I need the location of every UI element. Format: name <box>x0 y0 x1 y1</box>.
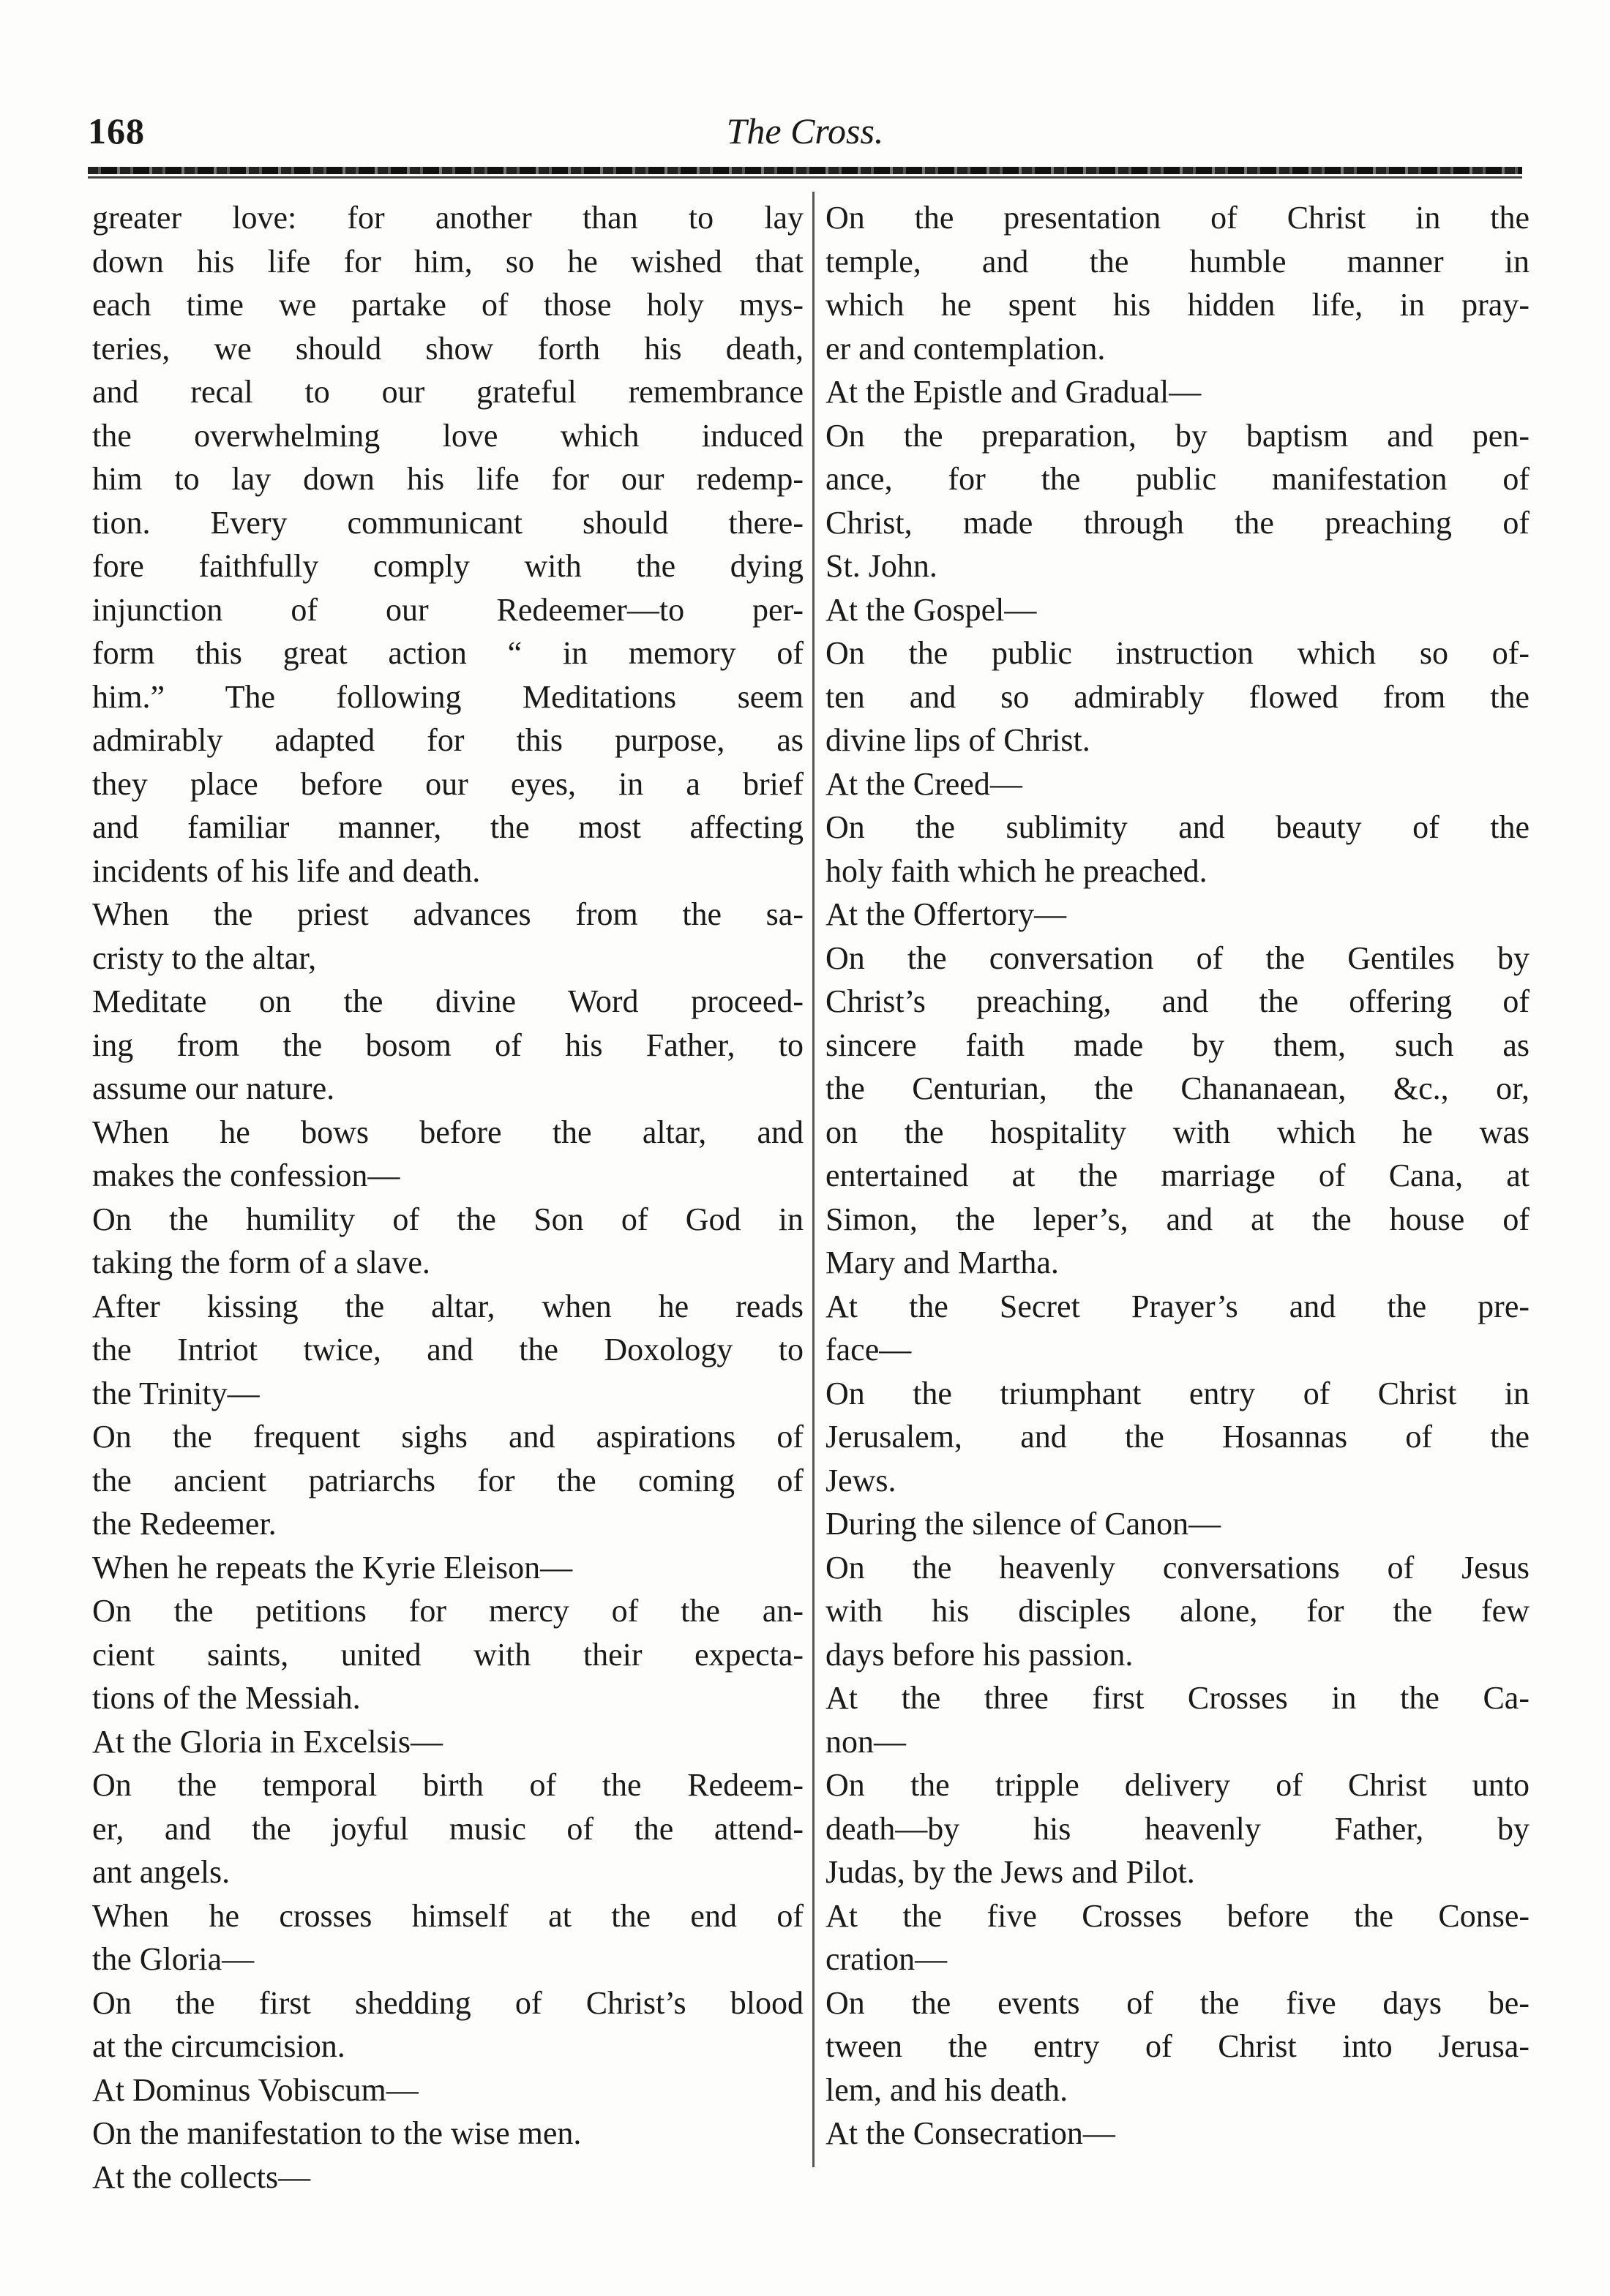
text-line: On the first shedding of Christ’s blood <box>92 1984 804 2021</box>
text-line: On the events of the five days be- <box>825 1984 1530 2021</box>
header-rule-thin <box>88 176 1522 179</box>
text-line: On the frequent sighs and aspirations of <box>92 1419 804 1455</box>
text-line: After kissing the altar, when he reads <box>92 1288 804 1324</box>
text-line: At the three first Crosses in the Ca- <box>825 1680 1530 1716</box>
text-line: face— <box>825 1332 912 1368</box>
text-line: On the temporal birth of the Redeem- <box>92 1767 804 1803</box>
text-line: him to lay down his life for our redemp- <box>92 461 804 497</box>
text-line: tion. Every communicant should there- <box>92 504 804 541</box>
text-line: form this great action “ in memory of <box>92 635 804 671</box>
text-line: the Redeemer. <box>92 1506 277 1542</box>
text-line: the Gloria— <box>92 1941 255 1977</box>
text-line: ance, for the public manifestation of <box>825 461 1530 497</box>
text-line: the overwhelming love which induced <box>92 417 804 454</box>
text-line: the Trinity— <box>92 1375 260 1411</box>
text-line: On the petitions for mercy of the an- <box>92 1593 804 1629</box>
text-line: him.” The following Meditations seem <box>92 678 804 715</box>
text-line: At the Offertory— <box>825 896 1067 932</box>
text-line: lem, and his death. <box>825 2071 1068 2108</box>
text-line: incidents of his life and death. <box>92 852 481 889</box>
text-line: er and contemplation. <box>825 330 1106 367</box>
text-line: Mary and Martha. <box>825 1245 1059 1280</box>
text-line: death—by his heavenly Father, by <box>825 1810 1530 1847</box>
text-line: which he spent his hidden life, in pray- <box>825 287 1530 323</box>
text-line: On the sublimity and beauty of the <box>825 809 1530 845</box>
text-line: tween the entry of Christ into Jerusa- <box>825 2028 1530 2064</box>
text-line: Christ’s preaching, and the offering of <box>825 983 1530 1019</box>
text-line: makes the confession— <box>92 1158 400 1193</box>
text-line: divine lips of Christ. <box>825 722 1090 758</box>
text-line: non— <box>825 1723 906 1760</box>
text-line: ant angels. <box>92 1854 231 1890</box>
header-rule <box>88 167 1522 174</box>
text-line: down his life for him, so he wished that <box>92 243 804 280</box>
text-line: When he crosses himself at the end of <box>92 1897 804 1934</box>
text-line: with his disciples alone, for the few <box>825 1593 1530 1629</box>
text-line: and familiar manner, the most affecting <box>92 809 804 845</box>
text-line: ten and so admirably flowed from the <box>825 678 1530 715</box>
text-line: days before his passion. <box>825 1636 1134 1673</box>
page-header <box>88 110 1522 161</box>
text-line: the ancient patriarchs for the coming of <box>92 1462 804 1498</box>
text-line: Simon, the leper’s, and at the house of <box>825 1201 1530 1237</box>
text-line: At the Secret Prayer’s and the pre- <box>825 1288 1530 1324</box>
text-line: cristy to the altar, <box>92 939 317 976</box>
text-line: they place before our eyes, in a brief <box>92 765 804 802</box>
text-line: temple, and the humble manner in <box>825 243 1530 280</box>
text-line: admirably adapted for this purpose, as <box>92 722 804 758</box>
text-line: on the hospitality with which he was <box>825 1114 1530 1150</box>
text-line: Christ, made through the preaching of <box>825 504 1530 541</box>
text-line: Judas, by the Jews and Pilot. <box>825 1854 1195 1890</box>
right-column <box>825 196 1530 2156</box>
text-line: Jews. <box>825 1462 896 1498</box>
text-line: At the collects— <box>92 2158 311 2195</box>
text-line: When he bows before the altar, and <box>92 1114 804 1150</box>
text-line: At the Epistle and Gradual— <box>825 374 1202 410</box>
text-line: each time we partake of those holy mys- <box>92 287 804 323</box>
text-line: assume our nature. <box>92 1070 335 1106</box>
text-line: On the preparation, by baptism and pen- <box>825 417 1530 454</box>
text-line: At the Consecration— <box>825 2115 1115 2151</box>
text-line: cient saints, united with their expecta- <box>92 1636 804 1673</box>
text-line: the Intriot twice, and the Doxology to <box>92 1332 804 1368</box>
text-line: entertained at the marriage of Cana, at <box>825 1158 1530 1193</box>
text-line: Jerusalem, and the Hosannas of the <box>825 1419 1530 1455</box>
text-line: At the Gloria in Excelsis— <box>92 1723 443 1760</box>
text-line: During the silence of Canon— <box>825 1506 1221 1542</box>
text-line: St. John. <box>825 548 937 584</box>
text-line: Meditate on the divine Word proceed- <box>92 983 804 1019</box>
text-line: ing from the bosom of his Father, to <box>92 1027 804 1063</box>
text-line: At Dominus Vobiscum— <box>92 2071 419 2108</box>
text-line: On the tripple delivery of Christ unto <box>825 1767 1530 1803</box>
text-line: the Centurian, the Chananaean, &c., or, <box>825 1070 1530 1106</box>
text-line: At the Gospel— <box>825 591 1037 628</box>
column-divider <box>812 192 815 2167</box>
text-line: taking the form of a slave. <box>92 1245 430 1280</box>
text-line: teries, we should show forth his death, <box>92 330 804 367</box>
running-title: The Cross. <box>726 110 884 151</box>
text-line: On the heavenly conversations of Jesus <box>825 1549 1530 1586</box>
text-line: er, and the joyful music of the attend- <box>92 1810 804 1847</box>
text-line: When the priest advances from the sa- <box>92 896 804 932</box>
text-line: greater love: for another than to lay <box>92 200 804 236</box>
text-line: On the presentation of Christ in the <box>825 200 1530 236</box>
text-line: holy faith which he preached. <box>825 852 1208 889</box>
text-line: fore faithfully comply with the dying <box>92 548 804 584</box>
text-line: On the triumphant entry of Christ in <box>825 1375 1530 1411</box>
text-line: On the public instruction which so of- <box>825 635 1530 671</box>
text-line: At the five Crosses before the Conse- <box>825 1897 1530 1934</box>
text-line: When he repeats the Kyrie Eleison— <box>92 1549 573 1586</box>
text-line: at the circumcision. <box>92 2028 345 2064</box>
text-line: On the manifestation to the wise men. <box>92 2115 582 2151</box>
left-column <box>92 196 804 2199</box>
text-line: and recal to our grateful remembrance <box>92 374 804 410</box>
text-line: cration— <box>825 1941 948 1977</box>
text-line: On the conversation of the Gentiles by <box>825 939 1530 976</box>
text-line: On the humility of the Son of God in <box>92 1201 804 1237</box>
text-line: tions of the Messiah. <box>92 1680 361 1716</box>
page-number: 168 <box>88 110 145 151</box>
text-line: injunction of our Redeemer—to per- <box>92 591 804 628</box>
text-line: sincere faith made by them, such as <box>825 1027 1530 1063</box>
text-line: At the Creed— <box>825 765 1022 802</box>
